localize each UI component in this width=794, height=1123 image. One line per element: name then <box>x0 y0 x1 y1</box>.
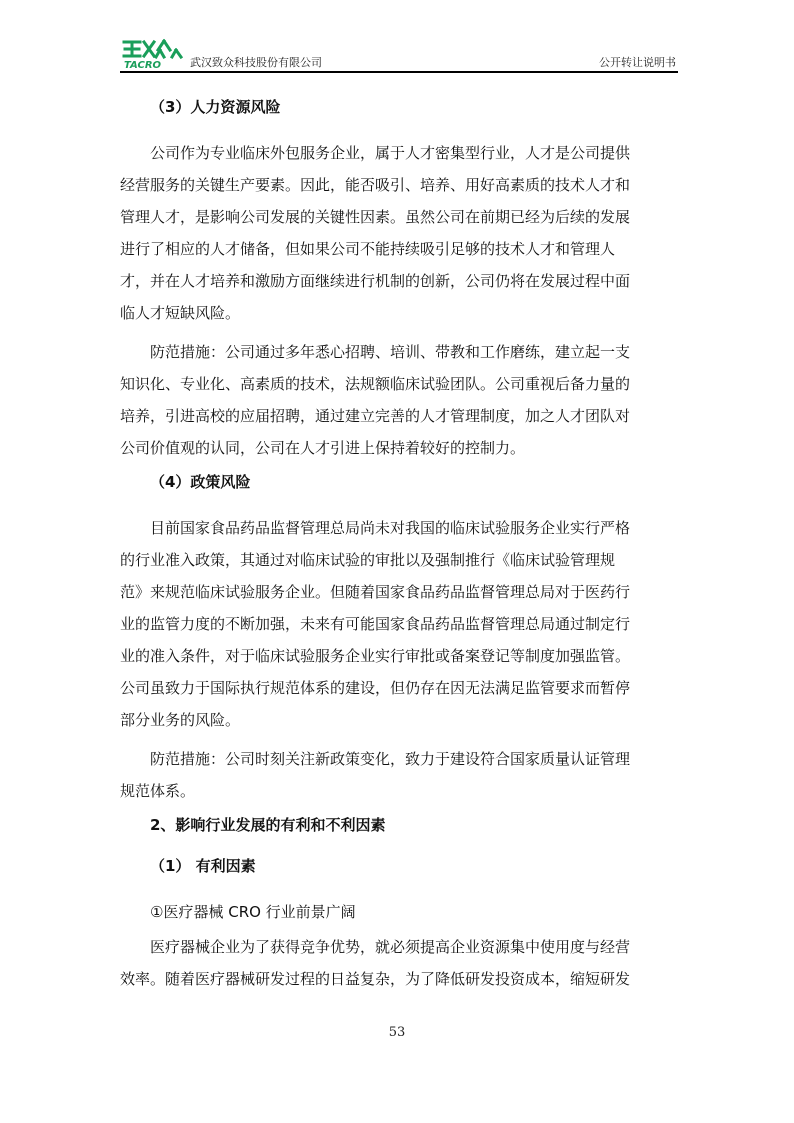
text-line: 业的准入条件，对于临床试验服务企业实行审批或备案登记等制度加强监管。 <box>120 647 631 665</box>
paragraph-cro-outlook <box>120 931 670 995</box>
list-item-cro-outlook <box>120 896 670 928</box>
text-line: 才，并在人才培养和激励方面继续进行机制的创新，公司仍将在发展过程中面 <box>120 272 631 290</box>
company-name: 武汉致众科技股份有限公司 <box>190 56 322 69</box>
text-line: 部分业务的风险。 <box>120 711 241 729</box>
paragraph-policy-measures <box>120 743 670 807</box>
text-line: 管理人才，是影响公司发展的关键性因素。虽然公司在前期已经为后续的发展 <box>120 208 631 226</box>
text-line: 培养，引进高校的应届招聘，通过建立完善的人才管理制度，加之人才团队对 <box>120 407 631 425</box>
svg-text:TACRO: TACRO <box>124 60 162 70</box>
text-line: 规范体系。 <box>120 782 196 800</box>
text-line: 效率。随着医疗器械研发过程的日益复杂，为了降低研发投资成本，缩短研发 <box>120 970 631 988</box>
text-line: 公司虽致力于国际执行规范体系的建设，但仍存在因无法满足监管要求而暂停 <box>120 679 631 697</box>
text-line: 范》来规范临床试验服务企业。但随着国家食品药品监督管理总局对于医药行 <box>120 583 631 601</box>
text-line: 防范措施：公司时刻关注新政策变化，致力于建设符合国家质量认证管理 <box>150 750 631 768</box>
text-line: 目前国家食品药品监督管理总局尚未对我国的临床试验服务企业实行严格 <box>150 519 631 537</box>
text-line: 知识化、专业化、高素质的技术，法规额临床试验团队。公司重视后备力量的 <box>120 375 631 393</box>
header-divider <box>120 71 678 73</box>
paragraph-human-resources <box>120 137 670 329</box>
text-line: 公司价值观的认同，公司在人才引进上保持着较好的控制力。 <box>120 439 526 457</box>
text-line: 临人才短缺风险。 <box>120 304 241 322</box>
text-line: 经营服务的关键生产要素。因此，能否吸引、培养、用好高素质的技术人才和 <box>120 176 631 194</box>
document-title: 公开转让说明书 <box>599 56 676 69</box>
text-line: 业的监管力度的不断加强，未来有可能国家食品药品监督管理总局通过制定行 <box>120 615 631 633</box>
text-line: 防范措施：公司通过多年悉心招聘、培训、带教和工作磨练，建立起一支 <box>150 343 631 361</box>
subsection-heading-favorable-factors: （1） 有利因素 <box>150 857 256 875</box>
page-header <box>120 38 678 70</box>
list-item-label: ①医疗器械 CRO 行业前景广阔 <box>150 903 356 921</box>
page-number: 53 <box>388 1025 406 1040</box>
company-logo <box>120 38 186 70</box>
section-heading-policy-risk: （4）政策风险 <box>150 473 251 491</box>
text-line: 公司作为专业临床外包服务企业，属于人才密集型行业，人才是公司提供 <box>150 144 631 162</box>
text-line: 医疗器械企业为了获得竞争优势，就必须提高企业资源集中使用度与经营 <box>150 938 631 956</box>
paragraph-human-measures <box>120 336 670 464</box>
paragraph-policy-risk <box>120 512 670 736</box>
page-content <box>120 96 670 1002</box>
section-heading-human-resources: （3）人力资源风险 <box>150 98 281 116</box>
text-line: 的行业准入政策，其通过对临床试验的审批以及强制推行《临床试验管理规 <box>120 551 616 569</box>
text-line: 进行了相应的人才储备，但如果公司不能持续吸引足够的技术人才和管理人 <box>120 240 616 258</box>
section-heading-industry-factors: 2、影响行业发展的有利和不利因素 <box>150 816 386 834</box>
